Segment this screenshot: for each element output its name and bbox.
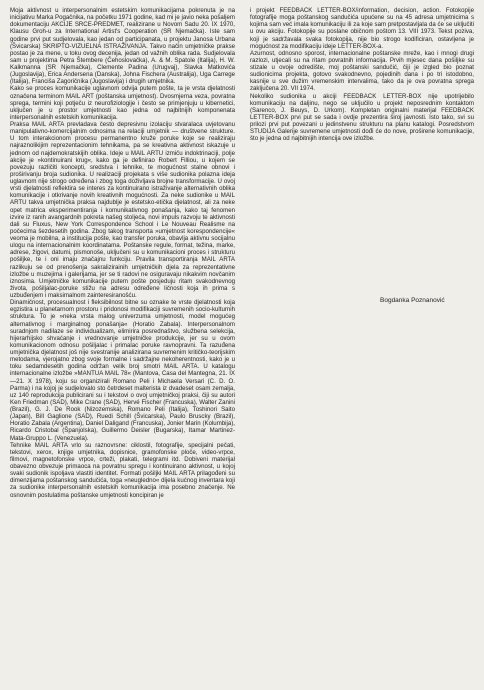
- paragraph: Azurnost, odnosno sporost, internacionalne poštanske mreže, kao i mnogi drugi razlozi, utjecali su na ritam povratnih informacija. Prvih mjesec dana pošiljke su stizale u ovoje odredište, moj poštanski sandučić, čiji je izgled bio poznat sudionicima projekta, gotovo svakodnevno, pojedinih dana i po tri istodobno, kasnije u sve dužim vremenskim intervalima, tako da je ova povratna sprega zaključena 20. VII 1974.: [250, 49, 474, 93]
- paragraph: Kako se proces komunikacije uglavnom odvija putem pošte, ta je vrsta djelatnosti označena terminom MAIL ART (poštanska umjetnost). Dvosmjerna veza, povratna sprega, termini koji potječu iz neurofiziologije i često se primjenjuju u kibernetici, uključen je u prostor umjetnosti kao jedna od najbitnijih komponenata interpersonalnih estetskih komunikacija.: [10, 85, 235, 121]
- paragraph: Praksa MAIL ARTA prevladava često depresivnu izolaciju stvaralaca uvjetovanu manipulativno-komercijalnim odnosima na relaciji umjetnik — društvene strukture. U tom interakcionom procesu permanentno kruže poruke koje se realiziraju najraznolikijim reprezentacionim tehnikama, pa se kreativna aktivnost iskazuje u jednom od najdemokratskijih oblika. Ideje u MAIL ARTU izmiču indoktrinaciji, polje akcije je »kontinuirani krug«, kako ga je definirao Robert Filliou, u kojem se povezuju različiti koncepti, sredstva i tehnike, te mogućnost stalne obnovi i proširivanju broja sudionika. U realizaciji projekata s više sudionika polazna ideja uglavnom nije strogo određena i zbog toga doživljava brojne transformacije. U ovoj vrsti djelatnosti reflektira se interes za kontinuirano istraživanje alternativnih oblika komunikacije i otkrivanje novih kreativnih mogućnosti. Za neke sudionike u MAIL ARTU takva umjetnička praksa najdublje je estetsko-etička djelatnost, ali za neke opet matrica eksperimentiranja i komunikativnog ponašanja, kako taj fenomen izvire iz ranih avangardnih pokreta našeg stoljeća, novi impuls razvoju te aktivnosti dali su Fluxus, New York Correspondence School i Le Nouveau Realisme na počecima šezdesetih godina. Zbog takog transporta »umjetnost korespondencije« veoma je mobilna, a institucija pošte, kao transfer poruka, obavlja aktivnu socijalnu ulogu na internacionalnim koordinatama. Poštanske regule, format, težina, marke, adrese, žigovi, datumi, pismonoše, uključeni su u komunikacioni proces i strukturu pošiljke, te i oni imaju značajnu funkciju. Pravila transportiranja MAIL ARTA razlikuju se od prenošenja sakralizirainih umjetničkih djela za reprezentativne izložbe u muzejima i galerijama, jer se ti radovi ne osiguravaju nikakvim novčanim iznosima. Umjetničke komunikacije putem pošte posjeduju ritam svakodnevnog života, pošiljalac-poruke stižu na adresu određene ličnosti koja ih prima s uzbuđenjem i maksimalnom zainteresiranošću.: [10, 121, 235, 299]
- paragraph: i projekt FEEDBACK LETTER-BOX/information, decision, action. Fotokopije fotografije moga poštanskog sandučića upućene su na 45 adresa umjetnicima s kojima sam već imala komunikaciju ili za koje sam pretpostavljala da će se uključiti u ovu akciju. Fotokopije su poslane običnom poštom 13. VIII 1973. Tekst poziva, koji je sadržavala svaka fotokopija, nije bio strogo kodificiran, ostavljena je mogućnost za modifikaciju ideje LETTER-BOX-a.: [250, 7, 474, 50]
- paragraph: Nekoliko sudionika u akciji FEEDBACK LETTER-BOX nije upotrijebilo komunikaciju na daljinu, nego se uključilo u projekt neposrednim kontaktom (Sarenco, J. Beuys, D. Urkom). Kompletan originalni materijal FEEDBACK LETTER-BOX prvi put se sada i ovdje prezentira široj javnosti. Isto tako, svi su prilozi prvi put povezani u jedinstvenu strukturu na planu katalogi. Posredstvom STUDIJA Galerije suvremene umjetnosti dođi će do nove, proširene komunikacije, što je jedna od najbitnijih intencija ove izložbe.: [250, 92, 474, 143]
- author-signature: Bogdanka Poznanović: [380, 297, 445, 304]
- paragraph: Tehnike MAIL ARTA vrlo su raznovrsne: ciklostil, fotografije, specijalni pečati, tekstovi, xerox, knjige umjetnika, dopisnice, gramofonske ploče, video-vrpce, filmovi, magnetofonske vrpce, crteži, plakati, telegrami itd. Dobiveni materijal obavezno obvezuje primaoca na povratnu spregu i kontinuirano aktivnost, u kojoj svaki sudionik ispoljava vlastiti identitet. Formati pošiljki MAIL ARTA prilagođeni su dimenzijama poštanskog sandučića, toga »neugledno« dijela kućnog inventara koji za sudionike interpersonalnih estetskih komunikacija ima posebno značenje. Ne osnovnim postulatima poštanske umjetnosti koncipiran je: [10, 441, 235, 499]
- paragraph: Moja aktivnost u interpersonalnim estetskim komunikacijama pokrenuta je na inicijativu Marka Pogačnika, na početku 1971 godine, kad mi je javio neka pošaljem dokumentaciju AKCIJE SRCE-PREDMET, realizirane u Novom Sadu 20. IX 1970, Klausu Groh-u za International Artist's Cooperation (SR Njemačka). Iste sam godine prvi put sudjelovala, kao jedan od participanata, u projektu Janosa Urbana (Švicarska) SKRIPTO-VIZUELNA ISTRAŽIVANJA. Takvo način umjetničke prakse postao je za mene, u toku ovog decenija, jedan od važnih oblika rada. Sudjelovala sam u projektima Petra Štembere (Čehoslovačka), A. & M. Spatole (Italija), H. W. Kalkmanna (SR Njemačka), Clemente Padina (Urugvaj), Slavka Matkovića (Jugoslavija), Erica Andersena (Danska), Johna Fischera (Australija), Uga Carrege (Italija), Franciša Zagoričnika (Jugoslavija) i drugih umjetnika.: [10, 7, 235, 86]
- paragraph: Dinamičnost, procesualnost i fleksibilnost bitne su oznake te vrste djelatnosti koja egzistira u planetarnom prostoru i pridonosi modifikaciji suvremenih socio-kulturnih struktura. To je »neka vrsta malog univerzuma umjetnosti, model mogućeg alternativnog i marginalnog ponašanja« (Horatio Zabala). Interpersonalnom suradnjom nadilaze se individualizam, elimirira posrednaštvo, službena selekcija, hijerarhijsko shvaćanje i vrednovanje umjetničke produkcije, jer su u ovom komunikacionom odnosu pošiljalac i primalac poruke ravnopravni. Ta razuđena umjetnička djelatnost još nije svestranije analizirana suvremenim kritičko-teorijskim metodama, vjerojatno zbog svoje formalne i sadržajne nekoherentnosti, kako je u toku sedamdesetih godina održan velik broj smotri MAIL ARTA. U katalogu internacionalne izložbe »MANTUA MAIL 78« (Mantova, Casa del Mantegna, 21. IX—21. X 1978), koju su organizirali Romano Peli i Michaela Versari (C. D. O. Parma) i na kojoj je sudjelovalo sto četrdeset malterista iz dvadeset osam zemalja, uz 140 reprodukcija publicirani su i tekstovi o ovoj umjetničkoj praksi, čiji su autori Ken Friedman (SAD), Mike Crane (SAD), Hervé Fischer (Francuska), Walter Zanini (Brazil), G. J. De Rook (Nizozemska), Romano Peli (Italija), Toshinori Saito (Japan), Bill Gaglione (SAD), Ruedi Schill (Švicarska), Paulo Bruscky (Brazil), Horatio Zabala (Argentina), Daniel Daligand (Francuska), Jonier Marin (Kolumbija), Ricardo Cristobal (Španjolska), Guillermo Deisler (Bugarska), Itamar Martinez-Mata-Gruppo L. (Venezuela).: [10, 299, 235, 442]
- right-text-column: [250, 7, 474, 142]
- left-text-column: [10, 7, 235, 499]
